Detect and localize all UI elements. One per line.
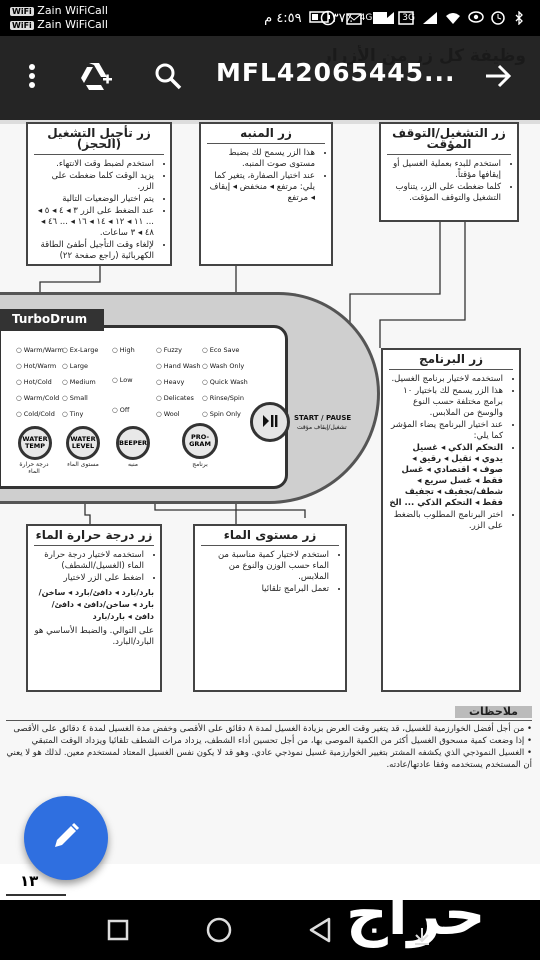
- search-button[interactable]: [146, 36, 190, 120]
- app-toolbar: [0, 36, 540, 120]
- note-item: • إذا وضعت كمية مسحوق الغسيل أكثر من الكمية الموصى بها، من أجل تحسين أداء الشطف، يزداد مرات الشطف تلقائيا ويزداد الوقت المتبقي: [31, 736, 532, 746]
- box-item: • تعمل البرامج تلقائيا: [201, 584, 329, 595]
- recents-button[interactable]: [96, 910, 140, 954]
- panel-option: ○ Spin Only: [202, 410, 241, 418]
- box-item: • استخدمه لاختيار برنامج الغسيل.: [389, 374, 503, 385]
- document-page[interactable]: [0, 120, 540, 890]
- program-options-1: [156, 346, 206, 418]
- home-button[interactable]: [197, 910, 241, 954]
- panel-option: ○ Hot/Cold: [16, 378, 52, 386]
- panel-option: ○ Large: [62, 362, 89, 370]
- carrier-info: [10, 4, 108, 32]
- panel-option: ○ Fuzzy: [156, 346, 182, 354]
- start-pause-button-box: [379, 122, 519, 222]
- start-pause-label-ar: تشغيل/إيقاف مؤقت: [297, 424, 347, 431]
- wifi-call-tag: WiFi: [12, 21, 32, 30]
- arrow-forward-icon: [484, 63, 512, 93]
- search-icon: [154, 62, 182, 94]
- note-item: • الغسيل النموذجي الذي يكشفه المشتر بتغيير الخوارزمية غسيل نموذجي عادي. وهو قد لا يكون نفس الغسيل المعتاد لمستخدم معين. لذلك هو لا يعني أن المستخدم يستخدمه وفقا عادتها/عادته.: [6, 748, 532, 770]
- level-options: [62, 346, 112, 418]
- notes-body: [6, 720, 532, 771]
- start-pause-knob: [250, 402, 290, 442]
- panel-option: ○ Low: [112, 376, 133, 384]
- program-knob: PRO- GRAM: [182, 423, 218, 459]
- knob-label: درجة حرارة الماء: [19, 461, 49, 475]
- box-item: • يزيد الوقت كلما ضغطت على الزر.: [34, 171, 154, 193]
- wifi-call-tag: WiFi: [12, 7, 32, 16]
- water-level-button-box: [193, 524, 347, 692]
- carrier-2: Zain WiFiCall: [37, 18, 108, 31]
- box-title: زر تأجيل التشغيل (الحجز): [34, 128, 164, 155]
- more-options-button[interactable]: [10, 36, 54, 120]
- knob-label: برنامج: [192, 461, 208, 468]
- drive-add-icon: [79, 61, 113, 95]
- box-item: • التحكم الذكي ◂ غسيل يدوي ◂ ثقيل ◂ رقيق ◂ صوف ◂ اقتصادي ◂ غسل فقط ◂ غسل سريع ◂ شطف/تجفيف ◂ تجفيف فقط ◂ التحكم الذكي ... الخ: [389, 443, 503, 509]
- carrier-1: Zain WiFiCall: [37, 4, 108, 17]
- delay-button-box: [26, 122, 172, 266]
- box-item: • اضغط على الزر لاختيار: [34, 573, 144, 584]
- watermark: حراج: [346, 880, 486, 948]
- box-item: • عند اختيار الصفارة، يتغير كما يلي: مرتفع ◂ منخفض ◂ إيقاف ◂ مرتفع: [207, 171, 315, 204]
- notes-section: [6, 706, 532, 771]
- play-pause-icon: [262, 413, 278, 432]
- box-item: بارد/بارد ◂ دافئ/بارد ◂ ساخن/بارد ◂ ساخن/دافئ ◂ دافئ/دافئ ◂ بارد/بارد: [38, 588, 154, 621]
- program-button-box: [381, 348, 521, 692]
- panel-option: ○ Off: [112, 406, 130, 414]
- network-4g: 4G: [359, 13, 373, 23]
- panel-option: ○ Medium: [62, 378, 96, 386]
- eye-icon: [468, 11, 484, 25]
- panel-option: ○ Ex-Large: [62, 346, 99, 354]
- image-icon: [372, 10, 388, 24]
- program-options-2: [202, 346, 258, 418]
- document-title: MFL42065445...: [216, 58, 456, 87]
- beeper-options: [112, 346, 152, 414]
- mail-icon: [346, 10, 362, 24]
- box-item: • هذا الزر يسمح لك باختيار ١٠ برامج مختلفة حسب النوع والوسخ من الملابس.: [389, 386, 503, 419]
- box-title: زر البرنامج: [389, 354, 513, 370]
- box-item: • لإلغاء وقت التأجيل أطفئ الطاقة الكهربائية (راجع صفحة ٢٢): [34, 240, 154, 262]
- water-temp-knob: WATER TEMP: [18, 426, 52, 460]
- status-bar: [0, 0, 540, 36]
- water-temp-button-box: [26, 524, 162, 692]
- note-item: • من أجل أفضل الخوارزمية للغسيل، قد يتغير وقت العرض بزيادة الغسيل لمدة ٨ دقائق على الأقصى وخفض مدة الغسيل لمدة ٤ دقائق على الأقصى: [13, 724, 532, 734]
- beeper-knob: BEEPER: [116, 426, 150, 460]
- page-footer-rule: [6, 894, 66, 896]
- triangle-back-icon: [308, 917, 332, 947]
- square-icon: [107, 919, 129, 945]
- gallery-icon: [398, 10, 414, 24]
- box-title: زر مستوى الماء: [201, 530, 339, 546]
- wifi-icon: [445, 11, 461, 25]
- doc-heading-behind: وظيفة كل زر من الأزرار: [322, 46, 526, 66]
- back-button[interactable]: [298, 910, 342, 954]
- knob-label: منبه: [127, 461, 139, 468]
- panel-option: ○ Hand Wash: [156, 362, 201, 370]
- control-panel-brand-bar: TurboDrum: [0, 309, 104, 331]
- time: ٤:٥٩ م: [264, 10, 302, 26]
- network-3g: 3G: [402, 13, 415, 23]
- box-item: على التوالي. والضبط الأساسي هو البارد/البارد.: [34, 626, 154, 647]
- pencil-icon: [51, 821, 81, 855]
- notification-icons: [320, 10, 414, 24]
- box-item: • استخدم لضبط وقت الانتهاء.: [34, 159, 154, 170]
- box-item: • عند اختيار البرنامج يضاء المؤشر كما يلي:: [389, 420, 503, 442]
- signal-icon: [422, 11, 438, 25]
- page-number: ١٣: [20, 872, 39, 890]
- forward-button[interactable]: [476, 36, 520, 120]
- panel-option: ○ Hot/Warm: [16, 362, 57, 370]
- panel-option: ○ Heavy: [156, 378, 185, 386]
- battery-percent: ٣٧٪: [331, 10, 353, 26]
- panel-option: ○ Cold/Cold: [16, 410, 55, 418]
- box-item: • هذا الزر يسمح لك بضبط مستوى صوت المنبه.: [207, 148, 315, 170]
- panel-option: ○ Warm/Warm: [16, 346, 64, 354]
- panel-option: ○ Delicates: [156, 394, 194, 402]
- whatsapp-icon: [320, 10, 336, 24]
- box-item: • كلما ضغطت على الزر، يتناوب التشغيل والتوقف المؤقت.: [387, 182, 501, 204]
- panel-option: ○ High: [112, 346, 135, 354]
- box-item: • يتم اختيار الوضعيات التالية: [34, 194, 154, 205]
- panel-option: ○ Rinse/Spin: [202, 394, 244, 402]
- download-icon: [412, 926, 432, 950]
- edit-fab-button[interactable]: [24, 796, 108, 880]
- more-vert-icon: [28, 63, 36, 93]
- box-title: زر التشغيل/التوقف المؤقت: [387, 128, 511, 155]
- knob-label: مستوى الماء: [67, 461, 99, 468]
- box-item: • عند الضغط على الزر ٣ ◂ ٤ ◂ ٥ ◂ ... ١١ ◂ ١٢ ◂ ١٤ ◂ ١٦ ◂ ... ٤٦ ◂ ٤٨ ◂ ٣ ساعات.: [34, 206, 154, 239]
- box-item: • استخدم لاختيار كمية مناسبة من الماء حسب الوزن والنوع من الملابس.: [201, 550, 329, 583]
- water-level-knob: WATER LEVEL: [66, 426, 100, 460]
- box-title: زر المنبه: [207, 128, 325, 144]
- start-pause-label: START / PAUSE: [294, 414, 352, 422]
- circle-icon: [206, 917, 232, 947]
- panel-option: ○ Tiny: [62, 410, 84, 418]
- box-title: زر درجة حرارة الماء: [34, 530, 154, 546]
- panel-option: ○ Wool: [156, 410, 180, 418]
- box-item: • استخدم للبدء بعملية الغسيل أو إيقافها مؤقتاً.: [387, 159, 501, 181]
- add-to-drive-button[interactable]: [74, 36, 118, 120]
- notes-heading: ملاحظات: [455, 706, 532, 718]
- beeper-button-box: [199, 122, 333, 266]
- status-bar-notifications: [10, 0, 108, 36]
- panel-option: ○ Warm/Cold: [16, 394, 60, 402]
- panel-option: ○ Wash Only: [202, 362, 245, 370]
- box-item: • استخدمه لاختيار درجة حرارة الماء (الغسيل/الشطف): [34, 550, 144, 572]
- box-item: • اختر البرنامج المطلوب بالضغط على الزر.: [389, 510, 503, 532]
- clock-icon: [491, 11, 507, 25]
- panel-option: ○ Eco Save: [202, 346, 240, 354]
- bluetooth-icon: [514, 11, 530, 25]
- panel-option: ○ Small: [62, 394, 88, 402]
- panel-option: ○ Quick Wash: [202, 378, 248, 386]
